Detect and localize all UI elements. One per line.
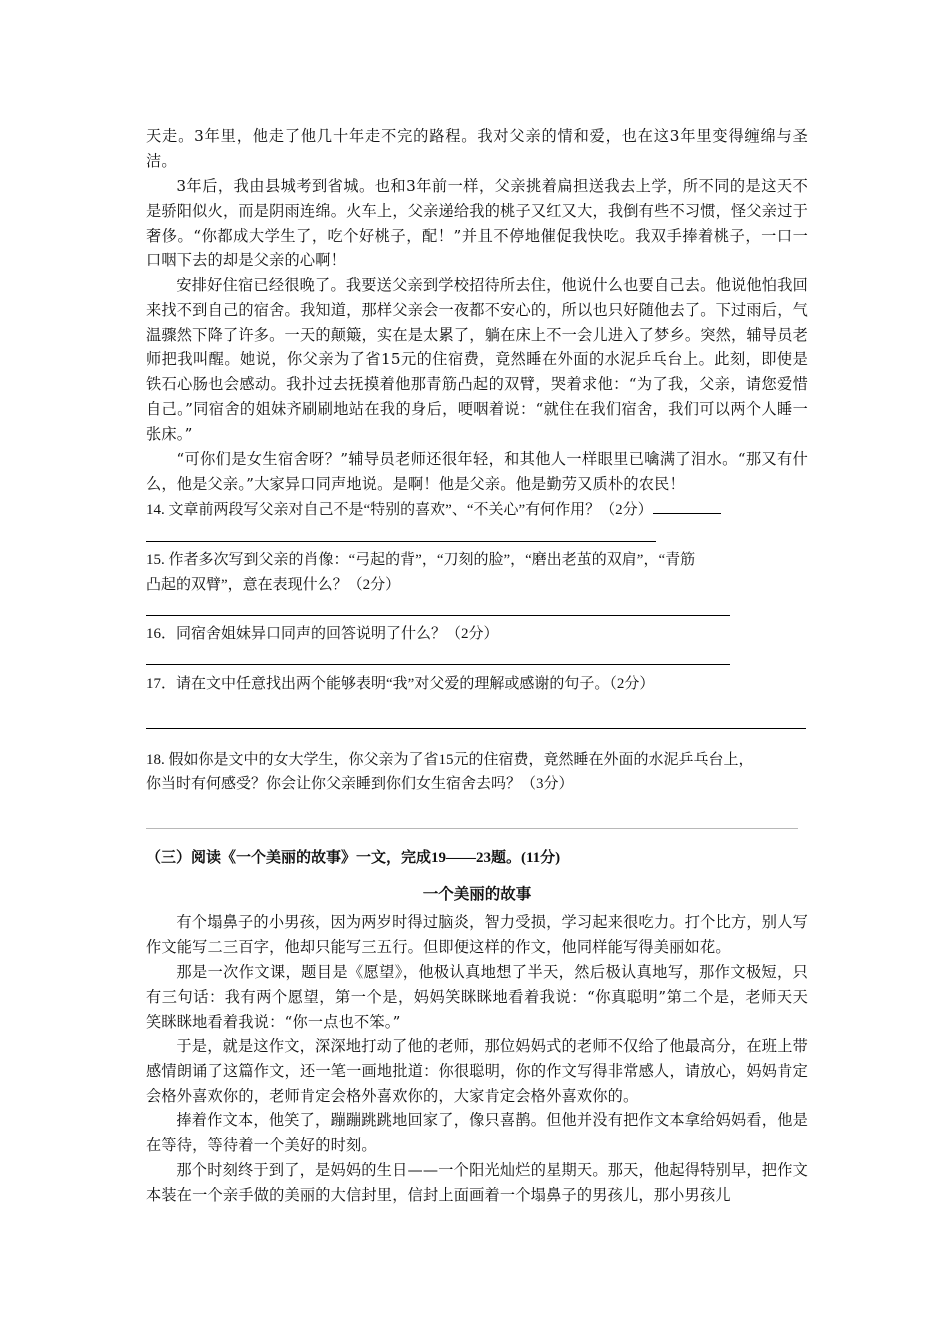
question-14-text: 14. 文章前两段写父亲对自己不是“特别的喜欢”、“不关心”有何作用？（2分） [146,502,653,518]
question-15-line-1: 15. 作者多次写到父亲的肖像：“弓起的背”，“刀刻的脸”，“磨出老茧的双肩”，“青筋 [146,552,696,568]
answer-line-16[interactable] [146,664,730,665]
section-3-heading: （三）阅读《一个美丽的故事》一文，完成19——23题。(11分) [146,850,561,866]
passage-paragraph-1: 天走。3年里，他走了他几十年走不完的路程。我对父亲的情和爱，也在这3年里变得缠绵与圣洁。 [146,127,808,170]
passage-paragraph-4: “可你们是女生宿舍呀？”辅导员老师还很年轻，和其他人一样眼里已噙满了泪水。“那又有什么，他是父亲。”大家异口同声地说。是啊！他是父亲。他是勤劳又质朴的农民！ [146,450,808,493]
question-14 [146,498,818,523]
story-paragraph-1: 有个塌鼻子的小男孩，因为两岁时得过脑炎，智力受损，学习起来很吃力。打个比方，别人写作文能写二三百字，他却只能写三五行。但即便这样的作文，他同样能写得美丽如花。 [146,913,808,956]
passage-paragraph-2: 3年后，我由县城考到省城。也和3年前一样，父亲挑着扁担送我去上学，所不同的是这天不是骄阳似火，而是阴雨连绵。火车上，父亲递给我的桃子又红又大，我倒有些不习惯，怪父亲过于奢侈。“你都成大学生了，吃个好桃子，配！”并且不停地催促我快吃。我双手捧着桃子，一口一口咽下去的却是父亲的心啊！ [146,177,808,270]
answer-line-15[interactable] [146,615,730,616]
story-paragraph-4: 捧着作文本，他笑了，蹦蹦跳跳地回家了，像只喜鹊。但他并没有把作文本拿给妈妈看，他是在等待，等待着一个美好的时刻。 [146,1111,808,1154]
article-title: 一个美丽的故事 [422,886,532,903]
question-18-line-1: 18. 假如你是文中的女大学生，你父亲为了省15元的住宿费，竟然睡在外面的水泥乒乓台上， [146,752,754,768]
answer-line-14[interactable] [146,541,656,542]
question-17: 17．请在文中任意找出两个能够表明“我”对父爱的理解或感谢的句子。（2分） [146,676,655,692]
story-paragraph-3: 于是，就是这作文，深深地打动了他的老师，那位妈妈式的老师不仅给了他最高分，在班上带感情朗诵了这篇作文，还一笔一画地批道：你很聪明，你的作文写得非常感人，请放心，妈妈肯定会格外喜欢你的，老师肯定会格外喜欢你的，大家肯定会格外喜欢你的。 [146,1037,808,1105]
question-18-line-2: 你当时有何感受？你会让你父亲睡到你们女生宿舍去吗？（3分） [146,776,574,792]
story-paragraph-2: 那是一次作文课，题目是《愿望》，他极认真地想了半天，然后极认真地写，那作文极短，只有三句话：我有两个愿望，第一个是，妈妈笑眯眯地看着我说：“你真聪明”第二个是，老师天天笑眯眯地看着我说：“你一点也不笨。” [146,963,808,1031]
question-16: 16．同宿舍姐妹异口同声的回答说明了什么？（2分） [146,626,499,642]
answer-blank-14[interactable] [653,499,721,514]
question-15-line-2: 凸起的双臂”，意在表现什么？（2分） [146,577,401,593]
passage-paragraph-3: 安排好住宿已经很晚了。我要送父亲到学校招待所去住，他说什么也要自己去。他说他怕我回来找不到自己的宿舍。我知道，那样父亲会一夜都不安心的，所以也只好随他去了。下过雨后，气温骤然下降了许多。一天的颠簸，实在是太累了，躺在床上不一会儿进入了梦乡。突然，辅导员老师把我叫醒。她说，你父亲为了省15元的住宿费，竟然睡在外面的水泥乒乓台上。此刻，即使是铁石心肠也会感动。我扑过去抚摸着他那青筋凸起的双臂，哭着求他：“为了我，父亲，请您爱惜自己。”同宿舍的姐妹齐刷刷地站在我的身后，哽咽着说：“就住在我们宿舍，我们可以两个人睡一张床。” [146,276,808,443]
answer-line-18[interactable] [146,828,798,829]
answer-line-17[interactable] [146,728,806,729]
story-paragraph-5: 那个时刻终于到了，是妈妈的生日——一个阳光灿烂的星期天。那天，他起得特别早，把作文本装在一个亲手做的美丽的大信封里，信封上面画着一个塌鼻子的男孩儿，那小男孩儿 [146,1161,808,1204]
